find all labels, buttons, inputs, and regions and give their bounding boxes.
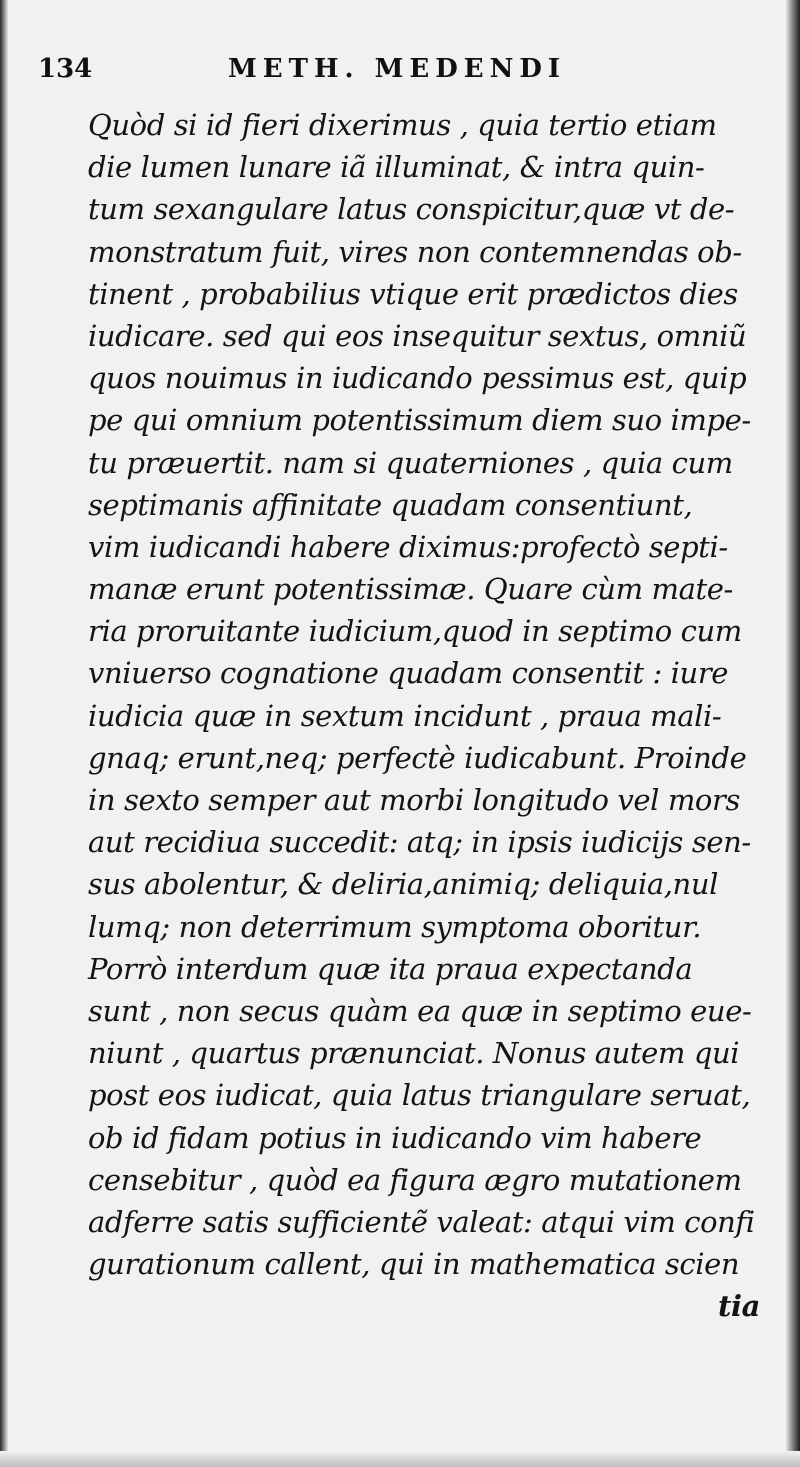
- text-line: manæ erunt potentissimæ. Quare cùm mate-: [88, 572, 733, 607]
- running-head: METH. MEDENDI: [228, 54, 567, 84]
- text-line: niunt , quartus prænunciat. Nonus autem qui: [88, 1036, 740, 1071]
- text-line: tu præuertit. nam si quaterniones , quia cum: [88, 445, 733, 480]
- text-line: sunt , non secus quàm ea quæ in septimo eue-: [88, 993, 752, 1028]
- page-number: 134: [38, 54, 93, 84]
- text-line: vim iudicandi habere diximus:profectò septi-: [88, 529, 728, 564]
- text-line: gurationum callent, qui in mathematica scien: [88, 1247, 740, 1282]
- page-left-edge-shadow: [0, 0, 8, 1467]
- text-line: quos nouimus in iudicando pessimus est, quip: [88, 361, 747, 396]
- text-line: tum sexangulare latus conspicitur,quæ vt de-: [88, 192, 735, 227]
- text-line: die lumen lunare iã illuminat, & intra quin-: [88, 150, 705, 185]
- text-line: lumq; non deterrimum symptoma oboritur.: [88, 909, 702, 944]
- text-line: sus abolentur, & deliria,animiq; deliquia,nul: [88, 867, 718, 902]
- text-line: in sexto semper aut morbi longitudo vel mors: [88, 783, 740, 817]
- page-header: [38, 54, 758, 94]
- text-line: pe qui omnium potentissimum diem suo impe-: [88, 403, 751, 438]
- text-line: adferre satis sufficientẽ valeat: atqui vim confi: [88, 1204, 755, 1239]
- text-line: monstratum fuit, vires non contemnendas ob-: [88, 234, 742, 269]
- text-line: ria proruitante iudicium,quod in septimo cum: [88, 614, 742, 649]
- text-line: Porrò interdum quæ ita praua expectanda: [88, 951, 693, 986]
- text-line: iudicia quæ in sextum incidunt , praua mali-: [88, 698, 722, 733]
- text-line: Quòd si id fieri dixerimus , quia tertio etiam: [88, 108, 717, 142]
- text-line: gnaq; erunt,neq; perfectè iudicabunt. Proinde: [88, 740, 747, 775]
- catchword: tia: [717, 1289, 760, 1324]
- text-line: post eos iudicat, quia latus triangulare seruat,: [88, 1078, 751, 1113]
- text-line: iudicare. sed qui eos insequitur sextus, omniũ: [88, 318, 747, 353]
- text-line: tinent , probabilius vtique erit prædictos dies: [88, 276, 738, 311]
- text-line: aut recidiua succedit: atq; in ipsis iudicijs sen-: [88, 825, 751, 860]
- body-text: [88, 104, 768, 1327]
- page-bottom-edge: [0, 1451, 800, 1467]
- text-line: vniuerso cognatione quadam consentit : iure: [88, 656, 729, 691]
- text-line: censebitur , quòd ea figura ægro mutationem: [88, 1162, 742, 1197]
- page-right-edge-shadow: [786, 0, 800, 1467]
- text-line: septimanis affinitate quadam consentiunt,: [88, 487, 693, 522]
- text-line: ob id fidam potius in iudicando vim habere: [88, 1120, 702, 1155]
